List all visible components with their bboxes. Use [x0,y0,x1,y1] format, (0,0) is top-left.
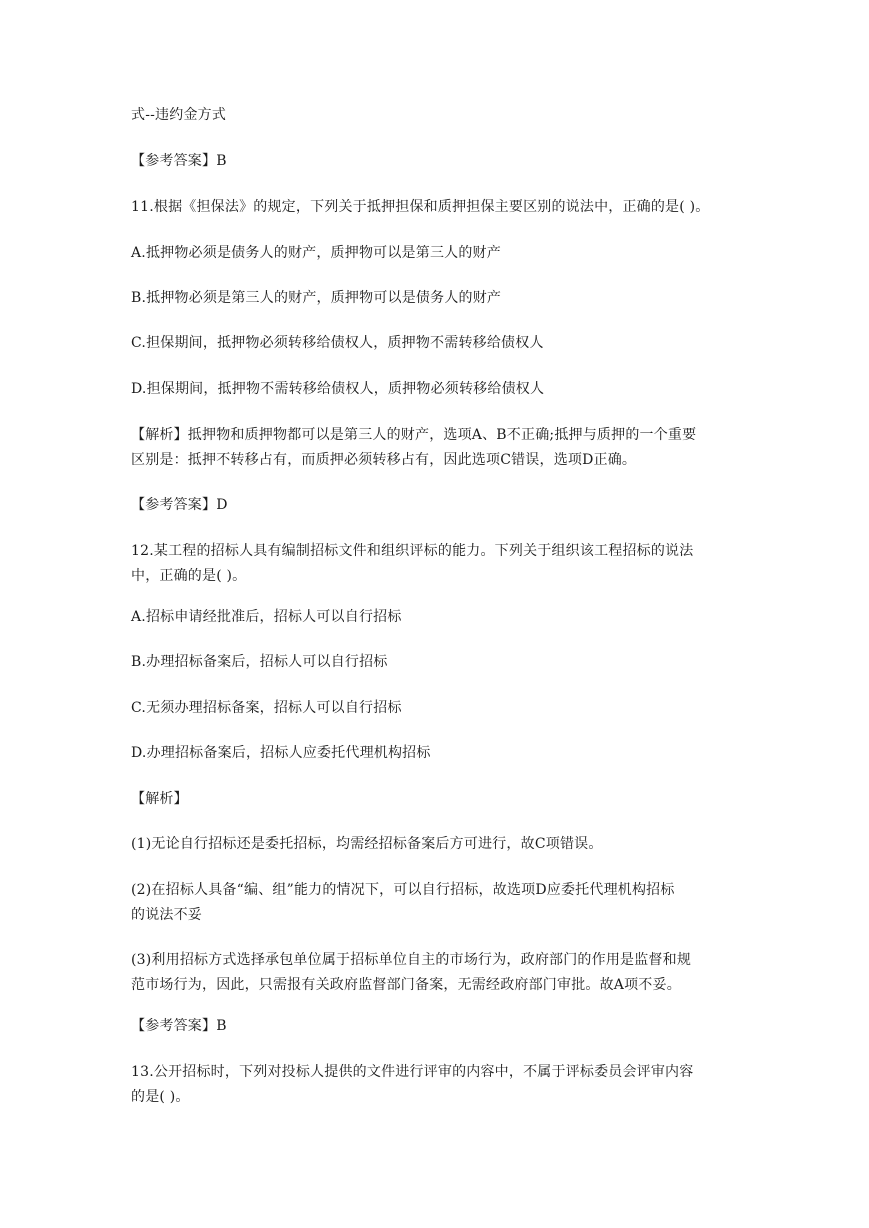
question-12: 12.某工程的招标人具有编制招标文件和组织评标的能力。下列关于组织该工程招标的说法 [131,543,694,559]
text-line: 式--违约金方式 [131,107,227,123]
option-b: B.办理招标备案后，招标人可以自行招标 [131,654,388,670]
option-a: A.抵押物必须是债务人的财产，质押物可以是第三人的财产 [131,245,501,261]
question-13-cont: 的是( )。 [131,1089,190,1105]
analysis-line: 区别是：抵押不转移占有，而质押必须转移占有，因此选项C错误，选项D正确。 [131,452,637,468]
option-b: B.抵押物必须是第三人的财产，质押物可以是债务人的财产 [131,290,502,306]
analysis-heading: 【解析】 [131,791,188,807]
analysis-item-3-cont: 范市场行为，因此，只需报有关政府监督部门备案，无需经政府部门审批。故A项不妥。 [131,977,681,993]
analysis-item-3: (3)利用招标方式选择承包单位属于招标单位自主的市场行为，政府部门的作用是监督和规 [131,952,692,968]
question-13: 13.公开招标时，下列对投标人提供的文件进行评审的内容中，不属于评标委员会评审内容 [131,1064,694,1080]
option-c: C.担保期间，抵押物必须转移给债权人，质押物不需转移给债权人 [131,335,544,351]
answer-line: 【参考答案】D [131,497,228,513]
analysis-item-2: (2)在招标人具备“编、组”能力的情况下，可以自行招标，故选项D应委托代理机构招标 [131,882,675,898]
question-11: 11.根据《担保法》的规定，下列关于抵押担保和质押担保主要区别的说法中，正确的是( )。 [131,199,710,215]
option-c: C.无须办理招标备案，招标人可以自行招标 [131,700,402,716]
analysis-line: 【解析】抵押物和质押物都可以是第三人的财产，选项A、B不正确;抵押与质押的一个重要 [131,427,697,443]
question-12-cont: 中，正确的是( )。 [131,568,247,584]
option-d: D.办理招标备案后，招标人应委托代理机构招标 [131,745,431,761]
analysis-item-1: (1)无论自行招标还是委托招标，均需经招标备案后方可进行，故C项错误。 [131,836,603,852]
option-a: A.招标申请经批准后，招标人可以自行招标 [131,609,402,625]
answer-line: 【参考答案】B [131,153,227,169]
answer-line: 【参考答案】B [131,1018,227,1034]
option-d: D.担保期间，抵押物不需转移给债权人，质押物必须转移给债权人 [131,381,545,397]
analysis-item-2-cont: 的说法不妥 [131,907,202,923]
